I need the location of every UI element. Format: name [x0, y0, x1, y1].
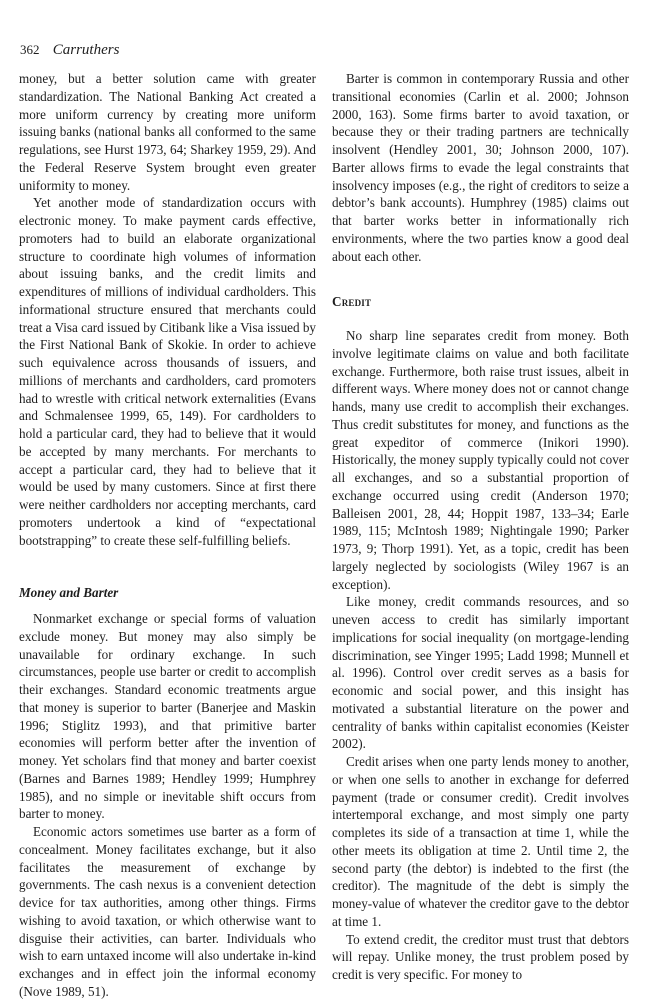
paragraph: Yet another mode of standardization occurs with electronic money. To make payment cards effective, promoters had to build an elaborate organizational structure to coordinate high volumes of information about issuing banks, and the credit limits and expenditures of millions of individual cardholders. This informational structure ensured that merchants could treat a Visa card issued by Citibank like a Visa issued by the First National Bank of Skokie. In order to achieve such equivalence across thousands of issuers, and millions of merchants and cardholders, card promoters had to wrestle with critical network externalities (Evans and Schmalensee 1999, 65, 149). For cardholders to hold a particular card, they had to believe that it would be accepted by many merchants. For merchants to accept a particular card, they had to believe that it would be used by many customers. Since at first there were neither cardholders nor accepting merchants, card promoters undertook a kind of “expectational bootstrapping” to create these self-fulfilling beliefs.	[19, 195, 316, 548]
paragraph: Barter is common in contemporary Russia and other transitional economies (Carlin et al. 2000; Johnson 2000, 163). Some firms barter to avoid taxation, or because they or their trading partners are technically insolvent (Hendley 2001, 30; Johnson 2000, 107). Barter allows firms to evade the legal constraints that insolvency imposes (e.g., the right of creditors to seize a debtor’s bank accounts). Humphrey (1985) claims out that barter works better in informationally rich environments, where the two parties know a good deal about each other.	[332, 71, 629, 264]
running-head	[20, 42, 119, 58]
paragraph: Economic actors sometimes use barter as a form of concealment. Money facilitates exchange, but it also facilitates the measurement of exchange by governments. The cash nexus is a convenient detection device for tax authorities, among other things. Firms wishing to avoid taxation, or which otherwise want to disguise their activities, can barter. Individuals who wish to earn untaxed income will also undertake in-kind exchanges and in effect join the informal economy (Nove 1989, 51).	[19, 824, 316, 999]
paragraph: Like money, credit commands resources, and so uneven access to credit has similarly important implications for social inequality (on mortgage-lending discrimination, see Yinger 1995; Ladd 1998; Munnell et al. 1996). Control over credit serves as a basis for economic and social power, and this insight has motivated a substantial literature on the power and centrality of banks within capitalist economies (Keister 2002).	[332, 594, 629, 752]
right-column	[332, 70, 629, 984]
paragraph: Credit arises when one party lends money to another, or when one sells to another in exchange for deferred payment (trade or consumer credit). Credit involves intertemporal exchange, and most simply one party completes its side of a transaction at time 1, while the other meets its obligation at time 2. Until time 2, the second party (the debtor) is indebted to the first (the creditor). The magnitude of the debt is simply the money-value of whatever the creditor gave to the debtor at time 1.	[332, 754, 629, 929]
running-head-author: Carruthers	[52, 42, 120, 58]
subsection-heading: Money and Barter	[19, 585, 119, 601]
paragraph: No sharp line separates credit from money. Both involve legitimate claims on value and both facilitate exchange. Furthermore, both raise trust issues, albeit in different ways. Where money does not or cannot change hands, many use credit to accomplish their exchanges. Thus credit substitutes for money, and functions as the great expeditor of commerce (Inikori 1990). Historically, the money supply typically could not cover all exchanges, and so a substantial proportion of exchange occurred using credit (Anderson 1970; Balleisen 2001, 28, 44; Hoppit 1987, 133–34; Earle 1989, 115; McIntosh 1989; Nightingale 1990; Parker 1973, 9; Thorp 1991). Yet, as a topic, credit has been largely neglected by sociologists (Wiley 1967 is an exception).	[332, 328, 629, 592]
paragraph: money, but a better solution came with greater standardization. The National Banking Act created a more uniform currency by creating more uniform issuing banks (national banks all conformed to the same regulations, see Hurst 1973, 64; Sharkey 1959, 29). And the Federal Reserve System brought even greater uniformity to money.	[19, 71, 316, 193]
paragraph: To extend credit, the creditor must trust that debtors will repay. Unlike money, the trust problem posed by credit is very specific. For money to	[332, 931, 629, 982]
paragraph: Nonmarket exchange or special forms of valuation exclude money. But money may also simply be unavailable for ordinary exchange. In such circumstances, people use barter or credit to accomplish their exchanges. Standard economic treatments argue that money is superior to barter (Banerjee and Maskin 1996; Stiglitz 1993), and that primitive barter economies will perform better after the invention of money. Yet scholars find that money and barter coexist (Barnes and Barnes 1989; Hendley 1999; Humphrey 1985), and no simple or inevitable shift occurs from barter to money.	[19, 611, 316, 822]
section-heading: Credit	[332, 294, 372, 310]
page-number: 362	[20, 42, 40, 57]
left-column	[19, 70, 316, 1001]
